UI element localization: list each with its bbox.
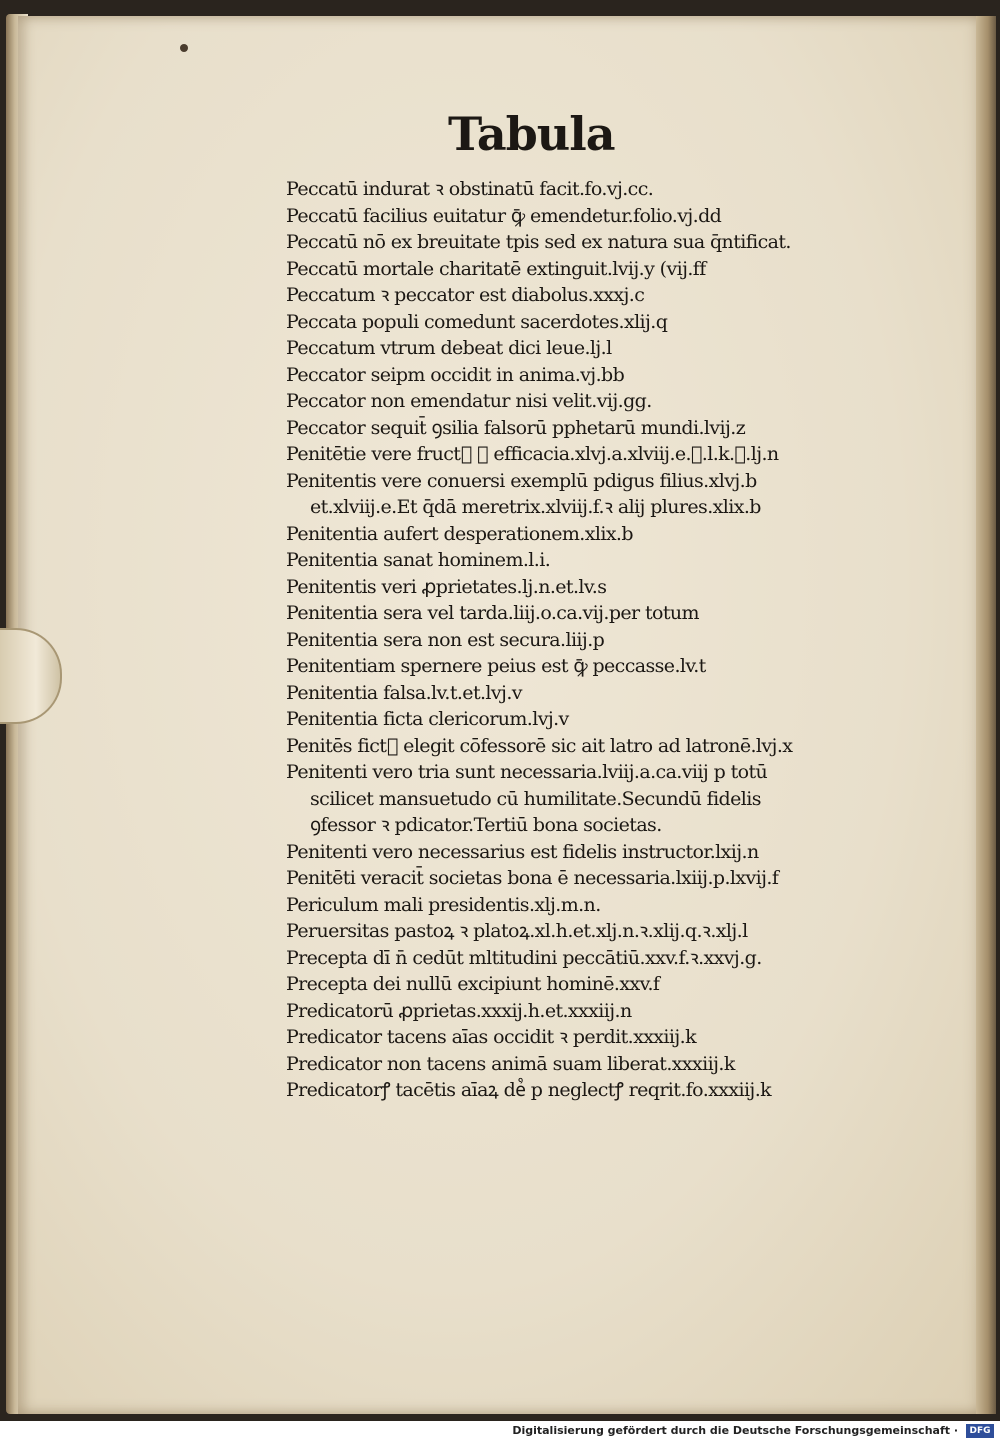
- index-entry: Peccatū nō ex breuitate tpis sed ex natura sua q̄ntificat.: [286, 231, 791, 253]
- index-entry: Peccator non emendatur nisi velit.vij.gg.: [286, 390, 652, 412]
- index-entry: Peccator sequit̄ ꝯsilia falsorū pphetarū mundi.lvij.z: [286, 416, 746, 439]
- index-entry: Penitēti veracit̄ societas bona ē necessaria.lxiij.p.lxvij.f: [286, 867, 779, 889]
- index-entry: Precepta dī n̄ cedūt mltitudini peccātiū.xxv.f.ꝛ.xxvj.g.: [286, 946, 762, 969]
- index-entry: Penitenti vero necessarius est fidelis instructor.lxij.n: [286, 840, 759, 863]
- dfg-logo[interactable]: DFG: [966, 1424, 994, 1438]
- index-entry: Penitentia aufert desperationem.xlix.b: [286, 522, 633, 545]
- index-entry: Peccata populi comedunt sacerdotes.xlij.q: [286, 310, 668, 333]
- page-stack-edge: [976, 16, 996, 1414]
- index-entry: Peccatū indurat ꝛ obstinatū facit.fo.vj.cc.: [286, 178, 654, 200]
- index-entry: Predicator non tacens animā suam liberat.xxxiij.k: [286, 1052, 735, 1075]
- index-entry: Penitentia sera non est secura.liij.p: [286, 628, 605, 651]
- index-entry: Penitēs fict᷒ elegit cōfessorē sic ait latro ad latronē.lvj.x: [286, 734, 793, 757]
- index-entry: Peccator seipm occidit in anima.vj.bb: [286, 363, 625, 386]
- index-entry: Penitentis veri ꝓprietates.lj.n.et.lv.s: [286, 575, 607, 598]
- index-entry-continuation: et.xlviij.e.Et q̄dā meretrix.xlviij.f.ꝛ alij plures.xlix.b: [310, 496, 761, 518]
- index-entry: Penitenti vero tria sunt necessaria.lviij.a.ca.viij p totū: [286, 761, 768, 783]
- index-entry: Predicatorꝭ tacētis aīaꝝ de᷒ p neglectꝭ reqrit.fo.xxxiij.k: [286, 1079, 772, 1101]
- page-hole: [180, 44, 188, 52]
- index-entry: Precepta dei nullū excipiunt hominē.xxv.f: [286, 973, 660, 995]
- page-title: Tabula: [448, 107, 615, 161]
- index-entry: Penitentia falsa.lv.t.et.lvj.v: [286, 681, 522, 704]
- footer-bar: [0, 1421, 1000, 1443]
- index-entry: Peccatum vtrum debeat dici leue.lj.l: [286, 337, 612, 359]
- index-entry: Penitentia sanat hominem.l.i.: [286, 549, 551, 571]
- index-entry: Penitentis vere conuersi exemplū pdigus filius.xlvj.b: [286, 469, 757, 492]
- index-entry: Penitētie vere fruct᷒ ꝛ efficacia.xlvj.a.xlviij.e.ꝛ.l.k.ꝛ.lj.n: [286, 443, 779, 465]
- index-entry: Predicator tacens aīas occidit ꝛ perdit.xxxiij.k: [286, 1026, 697, 1048]
- funding-credit: Digitalisierung gefördert durch die Deutsche Forschungsgemeinschaft ·: [512, 1424, 958, 1437]
- index-entry: Penitentiam spernere peius est ꝙ̄ peccasse.lv.t: [286, 655, 706, 677]
- index-entry-continuation: ꝯfessor ꝛ pdicator.Tertiū bona societas.: [310, 814, 662, 836]
- index-entry: Peccatum ꝛ peccator est diabolus.xxxj.c: [286, 284, 645, 306]
- index-entry: Peccatū mortale charitatē extinguit.lvij.y (vij.ff: [286, 257, 706, 280]
- index-entry-continuation: scilicet mansuetudo cū humilitate.Secundū fidelis: [310, 787, 761, 810]
- index-entry: Penitentia ficta clericorum.lvj.v: [286, 708, 569, 730]
- index-list: [286, 176, 866, 1104]
- index-entry: Penitentia sera vel tarda.liij.o.ca.vij.per totum: [286, 602, 699, 624]
- index-entry: Predicatorū ꝓprietas.xxxij.h.et.xxxiij.n: [286, 999, 632, 1022]
- index-entry: Peruersitas pastoꝝ ꝛ platoꝝ.xl.h.et.xlj.n.ꝛ.xlij.q.ꝛ.xlj.l: [286, 920, 748, 942]
- index-entry: Periculum mali presidentis.xlj.m.n.: [286, 893, 601, 916]
- index-entry: Peccatū facilius euitatur ꝙ̄ emendetur.folio.vj.dd: [286, 204, 722, 227]
